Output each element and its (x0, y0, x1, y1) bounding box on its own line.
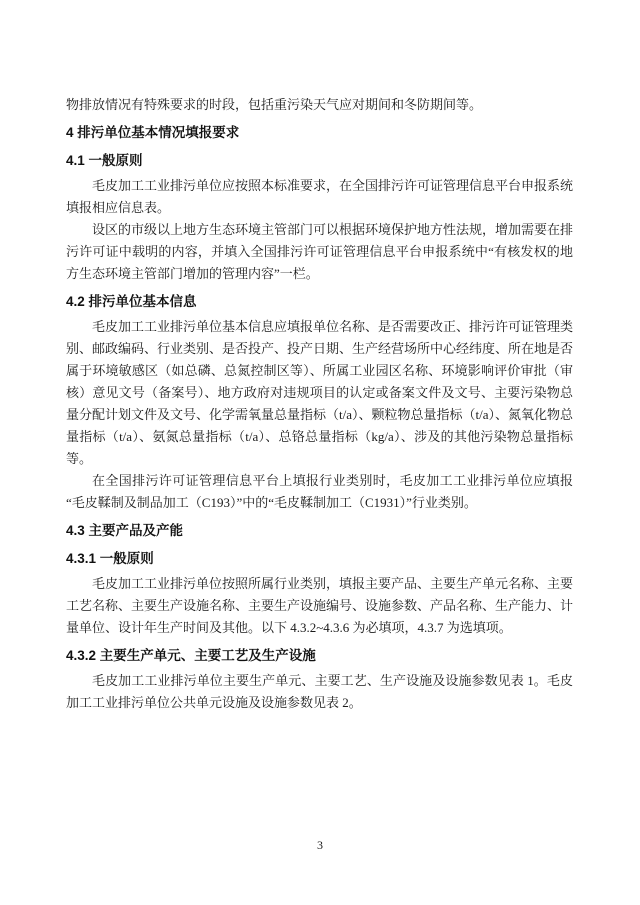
heading-section-4-2: 4.2 排污单位基本信息 (66, 294, 197, 309)
heading-section-4: 4 排污单位基本情况填报要求 (66, 125, 240, 140)
paragraph-4-1-b: 设区的市级以上地方生态环境主管部门可以根据环境保护地方性法规，增加需要在排污许可证中载明的内容，并填入全国排污许可证管理信息平台申报系统中“有核发权的地方生态环境主管部门增加的管理内容”一栏。 (66, 222, 574, 281)
continuation-paragraph: 物排放情况有特殊要求的时段，包括重污染天气应对期间和冬防期间等。 (66, 97, 483, 112)
paragraph-4-1-a: 毛皮加工工业排污单位应按照本标准要求，在全国排污许可证管理信息平台申报系统填报相应信息表。 (66, 178, 574, 215)
paragraph-4-2-a: 毛皮加工工业排污单位基本信息应填报单位名称、是否需要改正、排污许可证管理类别、邮政编码、行业类别、是否投产、投产日期、生产经营场所中心经纬度、所在地是否属于环境敏感区（如总磷、总氮控制区等）、所属工业园区名称、环境影响评价审批（审核）意见文号（备案号）、地方政府对违规项目的认定或备案文件及文号、主要污染物总量分配计划文件及文号、化学需氧量总量指标（t/a）、颗粒物总量指标（t/a）、氮氧化物总量指标（t/a）、氨氮总量指标（t/a）、总铬总量指标（kg/a）、涉及的其他污染物总量指标等。 (66, 319, 574, 466)
heading-section-4-3-1: 4.3.1 一般原则 (66, 551, 154, 566)
heading-section-4-1: 4.1 一般原则 (66, 153, 143, 168)
page-number: 3 (317, 838, 323, 852)
paragraph-4-3-2-a: 毛皮加工工业排污单位主要生产单元、主要工艺、生产设施及设施参数见表 1。毛皮加工工业排污单位公共单元设施及设施参数见表 2。 (66, 673, 573, 710)
paragraph-4-2-b: 在全国排污许可证管理信息平台上填报行业类别时，毛皮加工工业排污单位应填报“毛皮鞣制及制品加工（C193）”中的“毛皮鞣制加工（C1931）”行业类别。 (66, 473, 573, 510)
heading-section-4-3-2: 4.3.2 主要生产单元、主要工艺及生产设施 (66, 648, 316, 663)
document-content (66, 94, 573, 714)
heading-section-4-3: 4.3 主要产品及产能 (66, 523, 184, 538)
paragraph-4-3-1-a: 毛皮加工工业排污单位按照所属行业类别，填报主要产品、主要生产单元名称、主要工艺名称、主要生产设施名称、主要生产设施编号、设施参数、产品名称、生产能力、计量单位、设计年生产时间及其他。以下 4.3.2~4.3.6 为必填项，4.3.7 为选填项。 (66, 576, 574, 635)
